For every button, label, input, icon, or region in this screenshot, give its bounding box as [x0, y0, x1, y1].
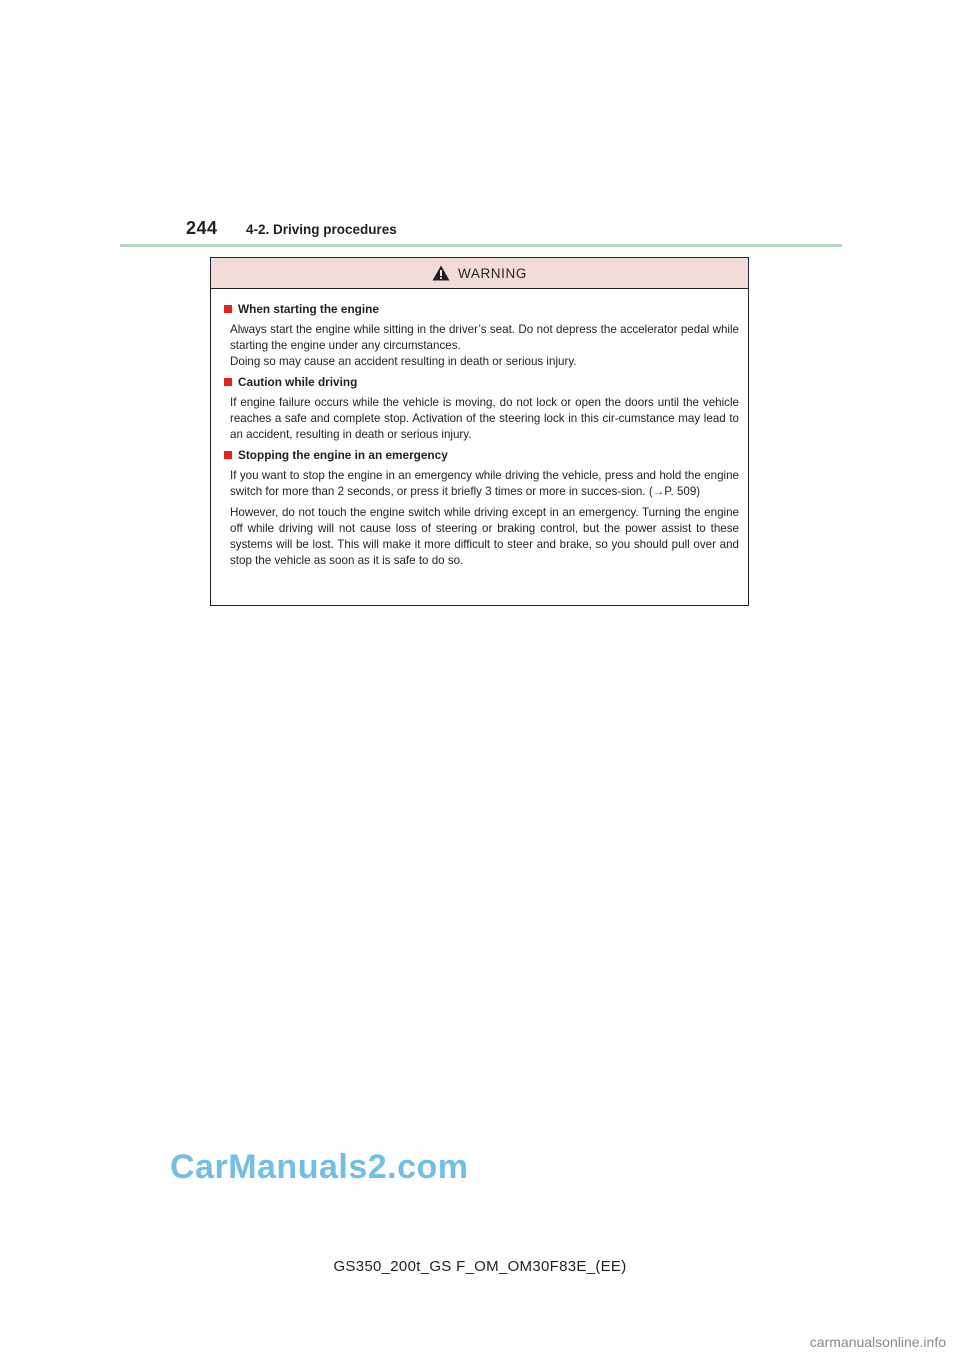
warning-triangle-icon — [432, 265, 450, 281]
warning-body — [211, 289, 748, 569]
item-paragraph: If engine failure occurs while the vehicle is moving, do not lock or open the doors until the vehicle reaches a safe and complete stop. Activation of the steering lock in this cir-cumstance may lead to an accident, resulting in death or serious injury. — [230, 396, 739, 441]
item-paragraph: However, do not touch the engine switch while driving except in an emergency. Turning the engine off while driving will not cause loss of steering or braking control, but the power assist to these systems will be lost. This will make it more difficult to steer and brake, so you should pull over and stop the vehicle as soon as it is safe to do so. — [230, 506, 739, 567]
item-title-caution-driving — [224, 374, 739, 390]
header-rule — [120, 244, 842, 247]
item-title-text: Caution while driving — [238, 375, 358, 389]
watermark-logo: CarManuals2.com — [170, 1148, 469, 1186]
item-title-text: When starting the engine — [238, 302, 379, 316]
page-header — [0, 0, 960, 250]
item-title-stopping-engine — [224, 447, 739, 463]
item-title-starting-engine — [224, 301, 739, 317]
item-paragraph: Doing so may cause an accident resulting in death or serious injury. — [230, 355, 577, 368]
warning-title: WARNING — [458, 265, 527, 281]
warning-box — [210, 257, 749, 606]
item-title-text: Stopping the engine in an emergency — [238, 448, 448, 462]
warning-header — [211, 258, 748, 289]
red-square-bullet-icon — [224, 378, 232, 386]
site-watermark: carmanualsonline.info — [809, 1334, 946, 1350]
document-code: GS350_200t_GS F_OM_OM30F83E_(EE) — [333, 1258, 627, 1275]
red-square-bullet-icon — [224, 451, 232, 459]
section-title: 4-2. Driving procedures — [246, 222, 397, 237]
item-paragraph: Always start the engine while sitting in the driver’s seat. Do not depress the accelerator pedal while starting the engine under any circumstances. — [230, 323, 739, 352]
page-number: 244 — [186, 218, 218, 238]
item-paragraph: If you want to stop the engine in an emergency while driving the vehicle, press and hold the engine switch for more than 2 seconds, or press it briefly 3 times or more in succes-sion. (→P. 509) — [230, 469, 739, 498]
red-square-bullet-icon — [224, 305, 232, 313]
